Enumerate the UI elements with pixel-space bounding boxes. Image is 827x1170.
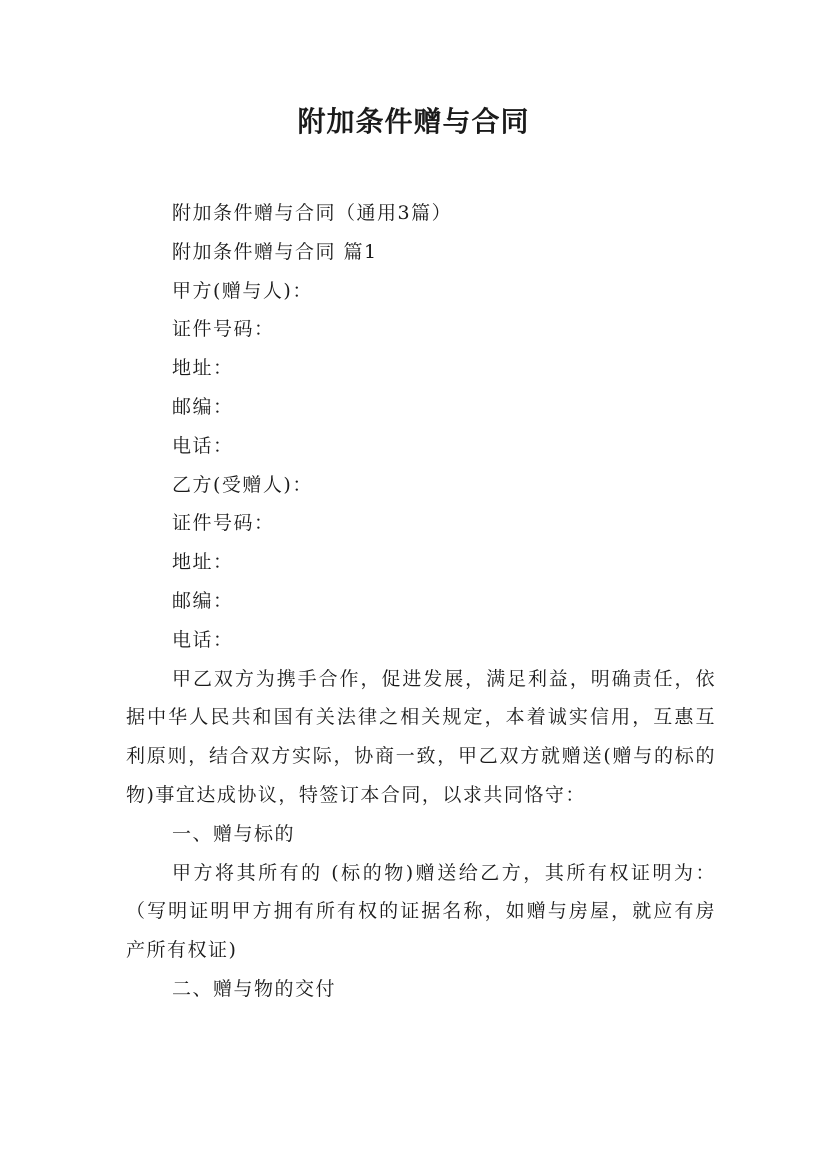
party-b-phone-label: 电话： (172, 628, 234, 651)
document-title: 附加条件赠与合同 (297, 105, 530, 138)
party-a-phone-label: 电话： (172, 434, 234, 457)
party-a-label: 甲方(赠与人)： (172, 279, 313, 302)
party-b-postcode-label: 邮编： (172, 589, 234, 612)
clause-1-heading: 一、赠与标的 (172, 822, 296, 845)
document-body (126, 194, 716, 1009)
party-a-postcode-label: 邮编： (172, 395, 234, 418)
party-b-id-label: 证件号码： (172, 512, 275, 535)
preamble-paragraph: 甲乙双方为携手合作，促进发展，满足利益，明确责任，依据中华人民共和国有关法律之相关规定，本着诚实信用，互惠互利原则，结合双方实际，协商一致，甲乙双方就赠送(赠与的标的物)事宜达成协议，特签订本合同，以求共同恪守： (126, 667, 716, 806)
clause-2-heading: 二、赠与物的交付 (172, 977, 337, 1000)
clause-1-paragraph: 甲方将其所有的 (标的物)赠送给乙方，其所有权证明为：（写明证明甲方拥有所有权的证据名称，如赠与房屋，就应有房产所有权证) (126, 861, 716, 962)
party-a-address-label: 地址： (172, 357, 234, 380)
section-heading: 附加条件赠与合同 篇1 (172, 240, 378, 263)
party-a-id-label: 证件号码： (172, 318, 275, 341)
party-b-address-label: 地址： (172, 551, 234, 574)
party-b-label: 乙方(受赠人)： (172, 473, 313, 496)
document-subtitle: 附加条件赠与合同（通用3篇） (172, 202, 453, 224)
